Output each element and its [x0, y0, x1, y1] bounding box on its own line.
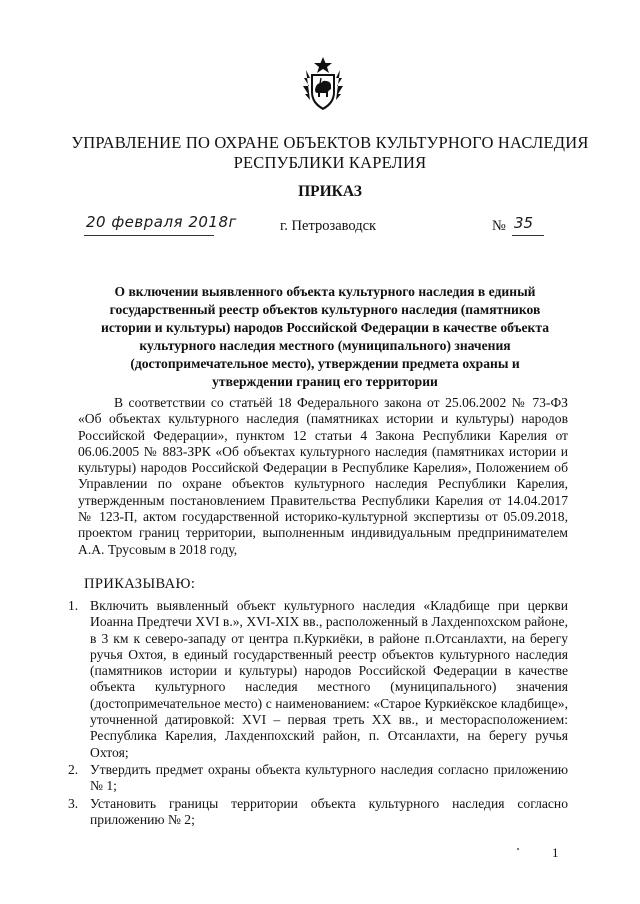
agency-name — [60, 133, 600, 173]
document-heading: О включении выявленного объекта культурного наследия в единый государственный реестр объектов культурного наследия (памятников истории и культуры) народов Российской Федерации в качестве объекта культурного наследия местного (муниципального) значения (достопримечательное место), утверждении предмета охраны и утверждении границ его территории — [100, 284, 550, 389]
order-item-number: 2. — [68, 761, 79, 777]
number-underline — [512, 235, 544, 236]
city: г. Петрозаводск — [280, 218, 377, 234]
order-item — [68, 796, 568, 829]
agency-name-line-2: РЕСПУБЛИКИ КАРЕЛИЯ — [233, 153, 427, 172]
order-item-text: Включить выявленный объект культурного наследия «Кладбище при церкви Иоанна Предтечи XVI в.», XVI-XIX вв., расположенный в Лахденпохском районе, в 3 км к северо-западу от центра п.Куркиёки, в районе п.Отсанлахти, на берегу ручья Охтоя, в единый государственный реестр объектов культурного наследия (памятников истории и культуры) народов Российской Федерации в качестве объекта культурного наследия местного (муниципального) значения (достопримечательное место) с наименованием: «Старое Куркиёкское кладбище», уточненной датировкой: XVI – первая треть XX вв., и месторасположением: Республика Карелия, Лахденпохский район, п. Отсанлахти, на берегу ручья Охтоя; — [90, 598, 568, 760]
handwritten-number: 35 — [514, 214, 534, 232]
order-item-number: 1. — [68, 598, 79, 613]
scan-speck — [517, 848, 519, 850]
page-number: 1 — [552, 845, 559, 860]
document-type: ПРИКАЗ — [298, 183, 362, 200]
date-underline — [84, 235, 214, 236]
number-label: № — [492, 218, 506, 234]
order-item-text: Установить границы территории объекта культурного наследия согласно приложению № 2; — [90, 795, 568, 827]
handwritten-date: 20 февраля 2018г — [86, 213, 237, 231]
order-item-text: Утвердить предмет охраны объекта культурного наследия согласно приложению № 1; — [90, 761, 568, 794]
order-item — [68, 762, 568, 795]
preamble-paragraph: В соответствии со статьёй 18 Федерального закона от 25.06.2002 № 73-ФЗ «Об объектах культурного наследия (памятниках истории и культуры) народов Российской Федерации», пунктом 12 статьи 4 Закона Республики Карелия от 06.06.2005 № 883-ЗРК «Об объектах культурного наследия (памятниках истории и культуры) народов Российской Федерации в Республике Карелия», Положением об Управлении по охране объектов культурного наследия Республики Карелия, утвержденным постановлением Правительства Республики Карелия от 14.04.2017 № 123-П, актом государственной историко-культурной экспертизы от 05.09.2018, проектом границ территории, выполненным индивидуальным предпринимателем А.А. Трусовым в 2018 году, — [78, 395, 568, 557]
order-item — [68, 598, 568, 761]
order-item-number: 3. — [68, 795, 79, 811]
karelia-coat-of-arms-icon — [300, 56, 346, 112]
agency-name-line-1: УПРАВЛЕНИЕ ПО ОХРАНЕ ОБЪЕКТОВ КУЛЬТУРНОГО НАСЛЕДИЯ — [71, 133, 589, 152]
decree-word: ПРИКАЗЫВАЮ: — [84, 576, 196, 592]
order-items-list — [68, 598, 568, 829]
